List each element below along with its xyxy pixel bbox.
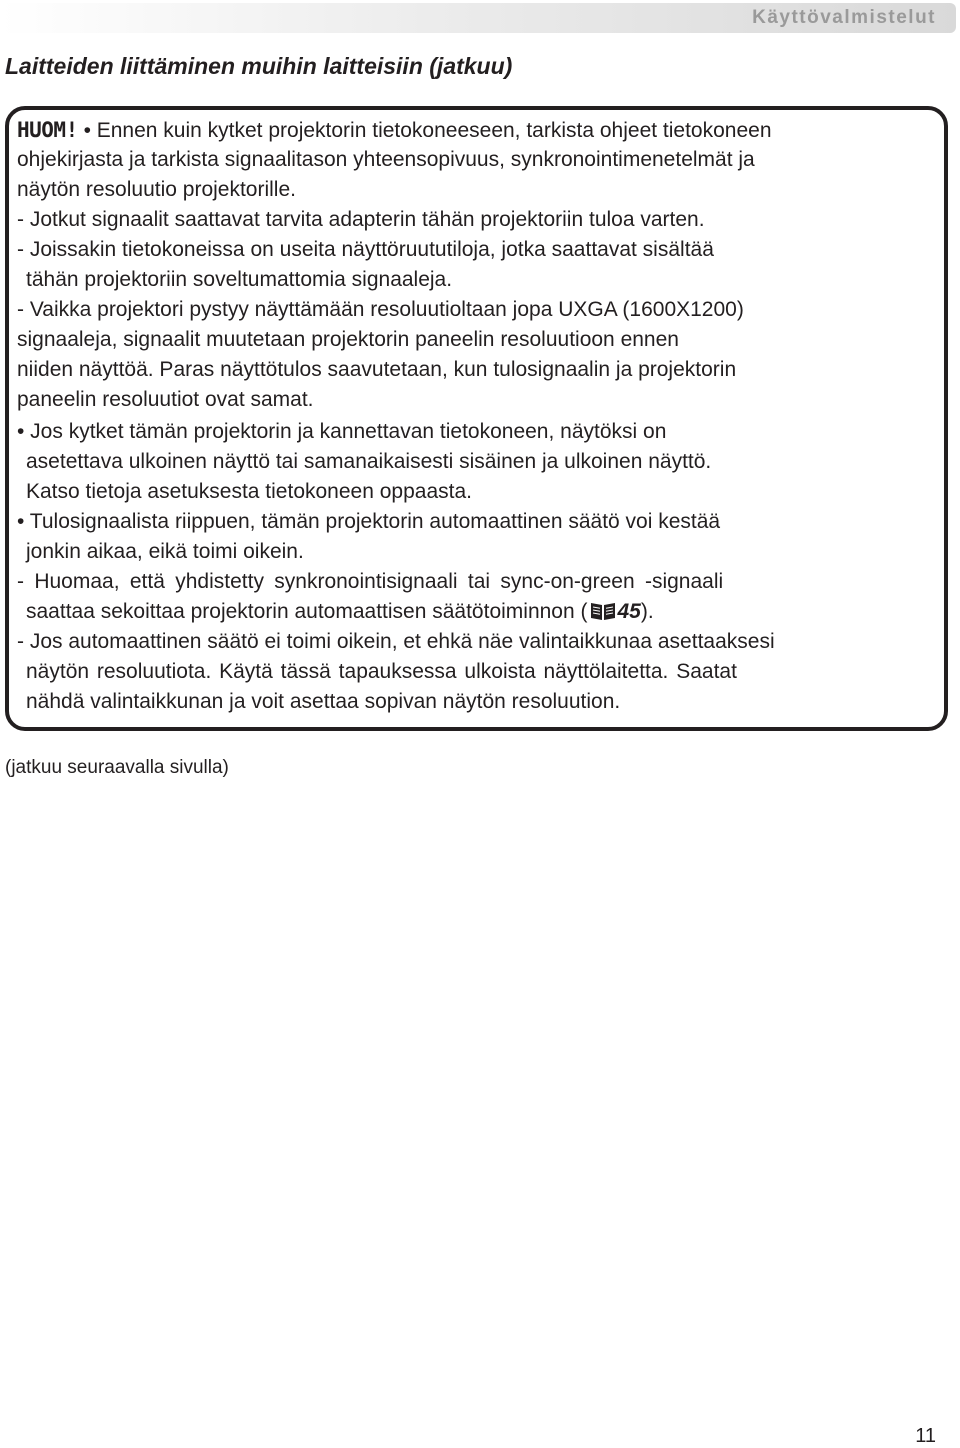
- note-line-5: - Joissakin tietokoneissa on useita näyttöruututiloja, jotka saattavat sisältää: [17, 238, 714, 261]
- note-line-17: [26, 600, 654, 624]
- note-line-1: [17, 118, 772, 143]
- note-line-14: • Tulosignaalista riippuen, tämän projektorin automaattinen säätö voi kestää: [17, 510, 721, 533]
- note-line-3: näytön resoluutio projektorille.: [17, 178, 296, 201]
- note-line-text: • Ennen kuin kytket projektorin tietokoneeseen, tarkista ohjeet tietokoneen: [83, 119, 772, 142]
- note-line-6: tähän projektoriin soveltumattomia signaaleja.: [26, 268, 453, 291]
- page-reference[interactable]: 45: [617, 600, 641, 623]
- note-line-18: - Jos automaattinen säätö ei toimi oikein, et ehkä näe valintaikkunaa asettaaksesi: [17, 630, 775, 653]
- page-heading: Laitteiden liittäminen muihin laitteisiin (jatkuu): [5, 53, 513, 79]
- book-icon: [589, 601, 617, 621]
- note-line-13: Katso tietoja asetuksesta tietokoneen oppaasta.: [26, 480, 472, 503]
- note-line-4: - Jotkut signaalit saattavat tarvita adapterin tähän projektoriin tuloa varten.: [17, 208, 705, 231]
- section-label: Käyttövalmistelut: [752, 7, 936, 28]
- note-line-10: paneelin resoluutiot ovat samat.: [17, 388, 314, 411]
- note-line-12: asetettava ulkoinen näyttö tai samanaikaisesti sisäinen ja ulkoinen näyttö.: [26, 450, 712, 473]
- note-line-11: • Jos kytket tämän projektorin ja kannettavan tietokoneen, näytöksi on: [17, 420, 667, 443]
- page-ref-suffix: ).: [640, 600, 654, 623]
- note-line-9: niiden näyttöä. Paras näyttötulos saavutetaan, kun tulosignaalin ja projektorin: [17, 358, 737, 381]
- note-line-16: - Huomaa, että yhdistetty synkronointisignaali tai sync-on-green -signaali: [17, 570, 724, 593]
- note-line-2: ohjekirjasta ja tarkista signaalitason yhteensopivuus, synkronointimenetelmät ja: [17, 148, 755, 171]
- note-line-text: saattaa sekoittaa projektorin automaattisen säätötoiminnon (: [26, 600, 588, 623]
- note-line-19: näytön resoluutiota. Käytä tässä tapauksessa ulkoista näyttölaitetta. Saatat: [26, 660, 737, 683]
- note-line-7: - Vaikka projektori pystyy näyttämään resoluutioltaan jopa UXGA (1600X1200): [17, 298, 744, 321]
- page-number: 11: [915, 1425, 936, 1447]
- continued-note: (jatkuu seuraavalla sivulla): [5, 757, 229, 778]
- note-line-20: nähdä valintaikkunan ja voit asettaa sopivan näytön resoluution.: [26, 690, 621, 713]
- note-label: HUOM!: [17, 118, 78, 142]
- note-line-8: signaaleja, signaalit muutetaan projektorin paneelin resoluutioon ennen: [17, 328, 679, 351]
- note-line-15: jonkin aikaa, eikä toimi oikein.: [26, 540, 304, 563]
